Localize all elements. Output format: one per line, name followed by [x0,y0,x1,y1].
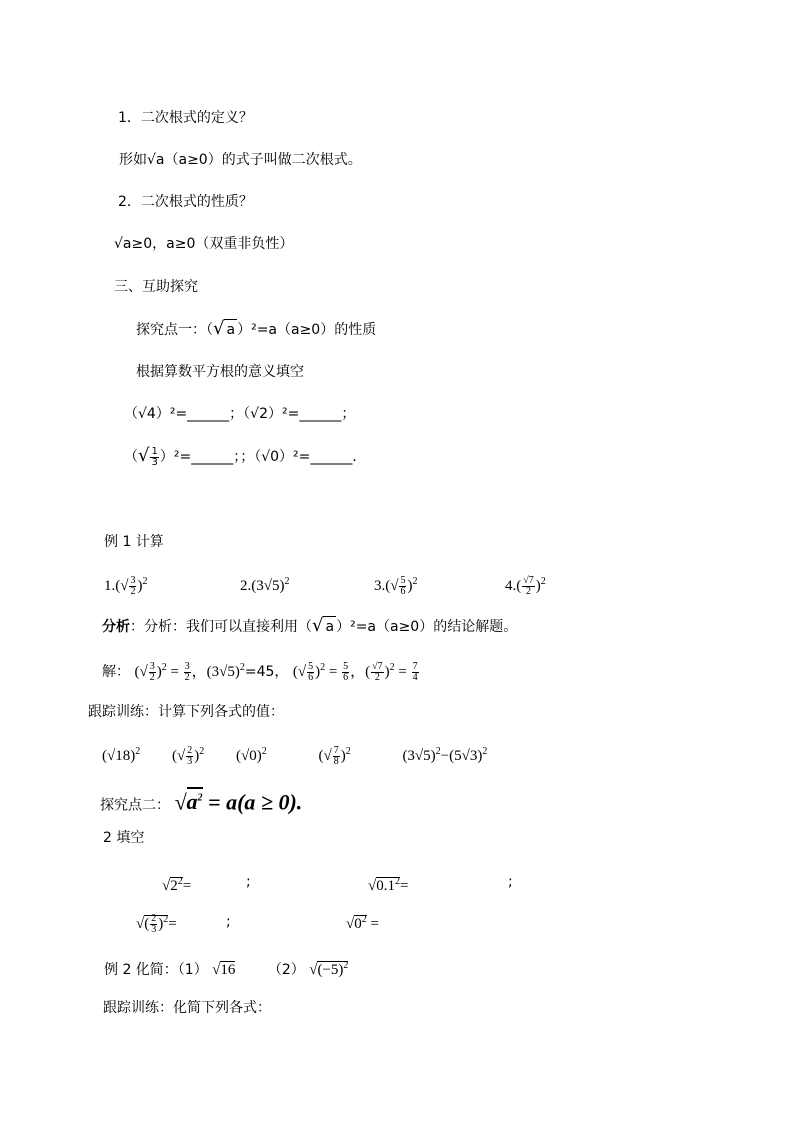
example-2: 例 2 化简：（1） √16 （2） $√(-5)^2$ [104,960,349,978]
fill-2-item-2: $√0.1^2=$ [368,876,409,894]
tracking-2-title: 跟踪训练：化简下列各式： [103,1000,271,1016]
fill-2-title: 2 填空 [103,830,145,846]
fill-2-item-4: $√0^2$ = [346,914,379,932]
separator: ; [508,874,513,890]
example-1-item-2: $2.(3√5)^2$ [240,576,290,594]
question-1: 1．二次根式的定义？ [118,110,253,126]
separator: ; [226,914,231,930]
question-2: 2．二次根式的性质？ [118,194,253,210]
explore-point-2: 探究点二： $√a^2 = a(a \ge 0)$. [100,789,303,815]
fill-intro: 根据算数平方根的意义填空 [136,364,304,380]
fill-row-b: （√ $\frac{1}{3}$ ）²=______；；（√0）²=______． [124,445,367,468]
section-3-heading: 三、互助探究 [114,279,198,295]
fill-2-item-3: √( $\frac{2}{3}$ )$^2$= [136,913,177,936]
tracking-1-title: 跟踪训练：计算下列各式的值： [88,704,284,720]
example-1-item-1: 1.(√ $\frac{3}{2}$ )$^2$ [104,575,148,598]
analysis-line: 分析：分析：我们可以直接利用（√ a ）²=a（a≥0）的结论解题。 [102,615,518,636]
property-text: √a≥0，a≥0（双重非负性） [114,236,294,252]
solution-line: 解： (√ $\frac{3}{2}$ )$^2$ = $\frac{3}{2}$ ，$(3√5)^2=45$， (√ $\frac{5}{6}$ )$^2$ = $\frac{5}{6}$ ，( $\frac{√7}{2}$ )$^2$ = $\frac{7}{4}$ [102,661,418,684]
example-1-item-3: 3.(√ $\frac{5}{6}$ )$^2$ [374,575,418,598]
fill-row-a: （√4）²=______；（√2）²=______； [124,406,356,422]
explore-point-1: 探究点一：（√ a ）²=a（a≥0）的性质 [136,318,377,339]
definition-text: 形如√a（a≥0）的式子叫做二次根式。 [119,152,362,168]
tracking-1-items: $(√18)^2$ (√ $\frac{2}{3}$ )$^2$ $(√0)^2$ (√ $\frac{7}{8}$ )$^2$ $(3√5)^2-(5√3)^2$ [102,745,488,768]
separator: ; [246,874,251,890]
example-1-title: 例 1 计算 [104,534,164,550]
fill-2-item-1: $√2^2=$ [162,876,192,894]
example-1-item-4: 4.( $\frac{√7}{2}$ )$^2$ [505,575,546,598]
